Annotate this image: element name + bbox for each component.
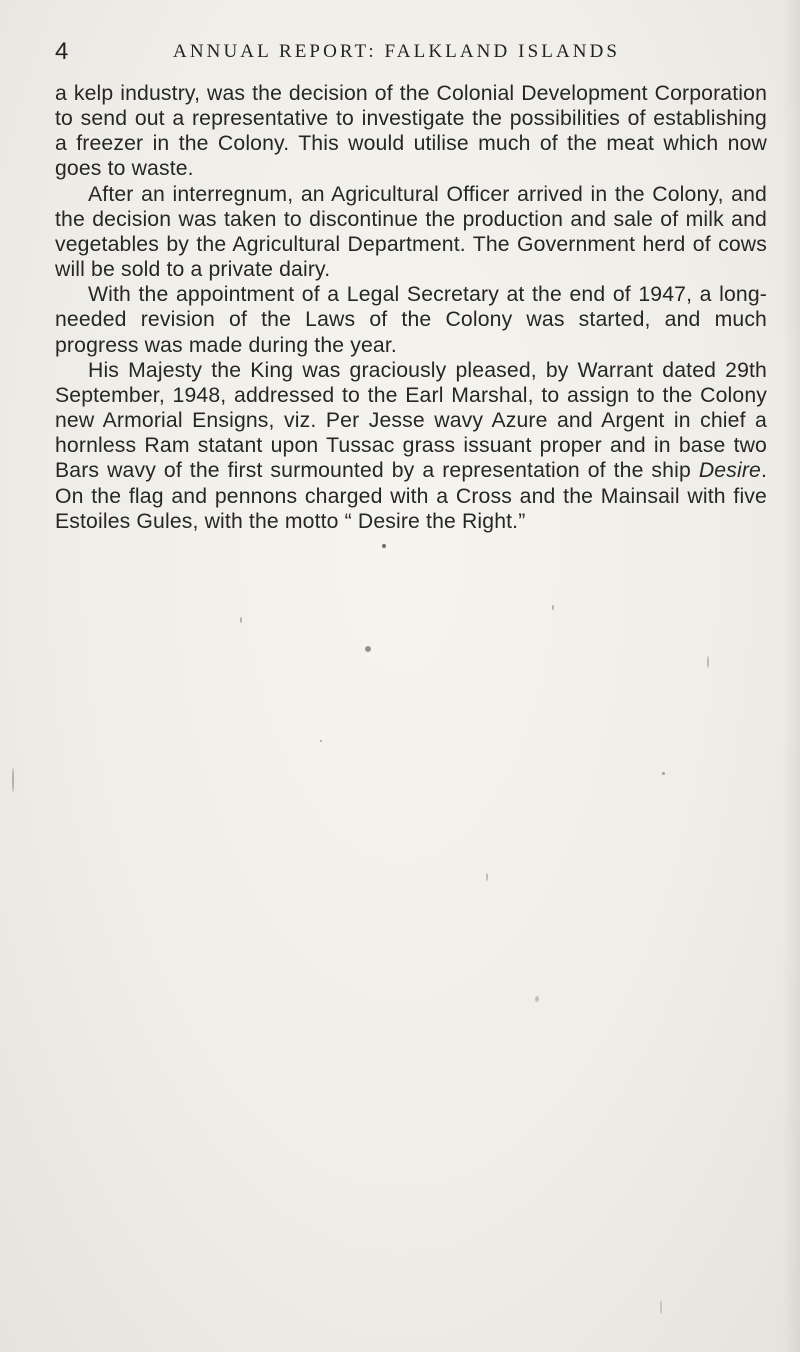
paragraph-kelp-freezer: a kelp industry, was the decision of the Colonial Development Corporation to send out a representative to investigate the possibilities of establishing a freezer in the Colony. This would utilise much of the meat which now goes to waste. <box>55 82 767 181</box>
scan-speck <box>660 1300 662 1314</box>
scan-speck <box>662 772 665 775</box>
scan-speck <box>12 768 14 792</box>
scan-speck <box>320 740 322 742</box>
paragraph-agricultural-officer: After an interregnum, an Agricultural Officer arrived in the Colony, and the decision was taken to discontinue the production and sale of milk and vegetables by the Agricultural Department. The Government herd of cows will be sold to a private dairy. <box>55 182 767 282</box>
scan-speck <box>486 873 488 881</box>
armorial-text-start: His Majesty the King was graciously pleased, by Warrant dated 29th September, 1948, addressed to the Earl Marshal, to assign to the Colony new Armorial Ensigns, viz. Per Jesse wavy Azure and Argent in chief a hornless Ram statant upon Tussac grass issuant proper and in base two Bars wavy of the first surmounted by a representation of the ship <box>55 358 767 483</box>
scan-speck <box>240 617 242 623</box>
ship-name: Desire <box>698 459 761 483</box>
scan-speck <box>365 646 371 652</box>
body-text <box>55 81 767 534</box>
scan-speck <box>382 544 386 548</box>
page-header <box>55 40 755 66</box>
page-edge-shadow <box>782 0 800 1352</box>
running-head: ANNUAL REPORT: FALKLAND ISLANDS <box>173 41 621 62</box>
scan-speck <box>535 996 539 1002</box>
paragraph-legal-secretary: With the appointment of a Legal Secretary at the end of 1947, a long-needed revision of the Laws of the Colony was started, and much progress was made during the year. <box>55 283 767 357</box>
paragraph-armorial-ensigns <box>55 358 767 534</box>
page-number: 4 <box>55 38 69 65</box>
scan-speck <box>707 656 709 668</box>
scan-speck <box>552 605 554 610</box>
armorial-text-end: . On the flag and pennons charged with a Cross and the Mainsail with five Estoiles Gules, with the motto “ Desire the Right.” <box>55 459 767 533</box>
